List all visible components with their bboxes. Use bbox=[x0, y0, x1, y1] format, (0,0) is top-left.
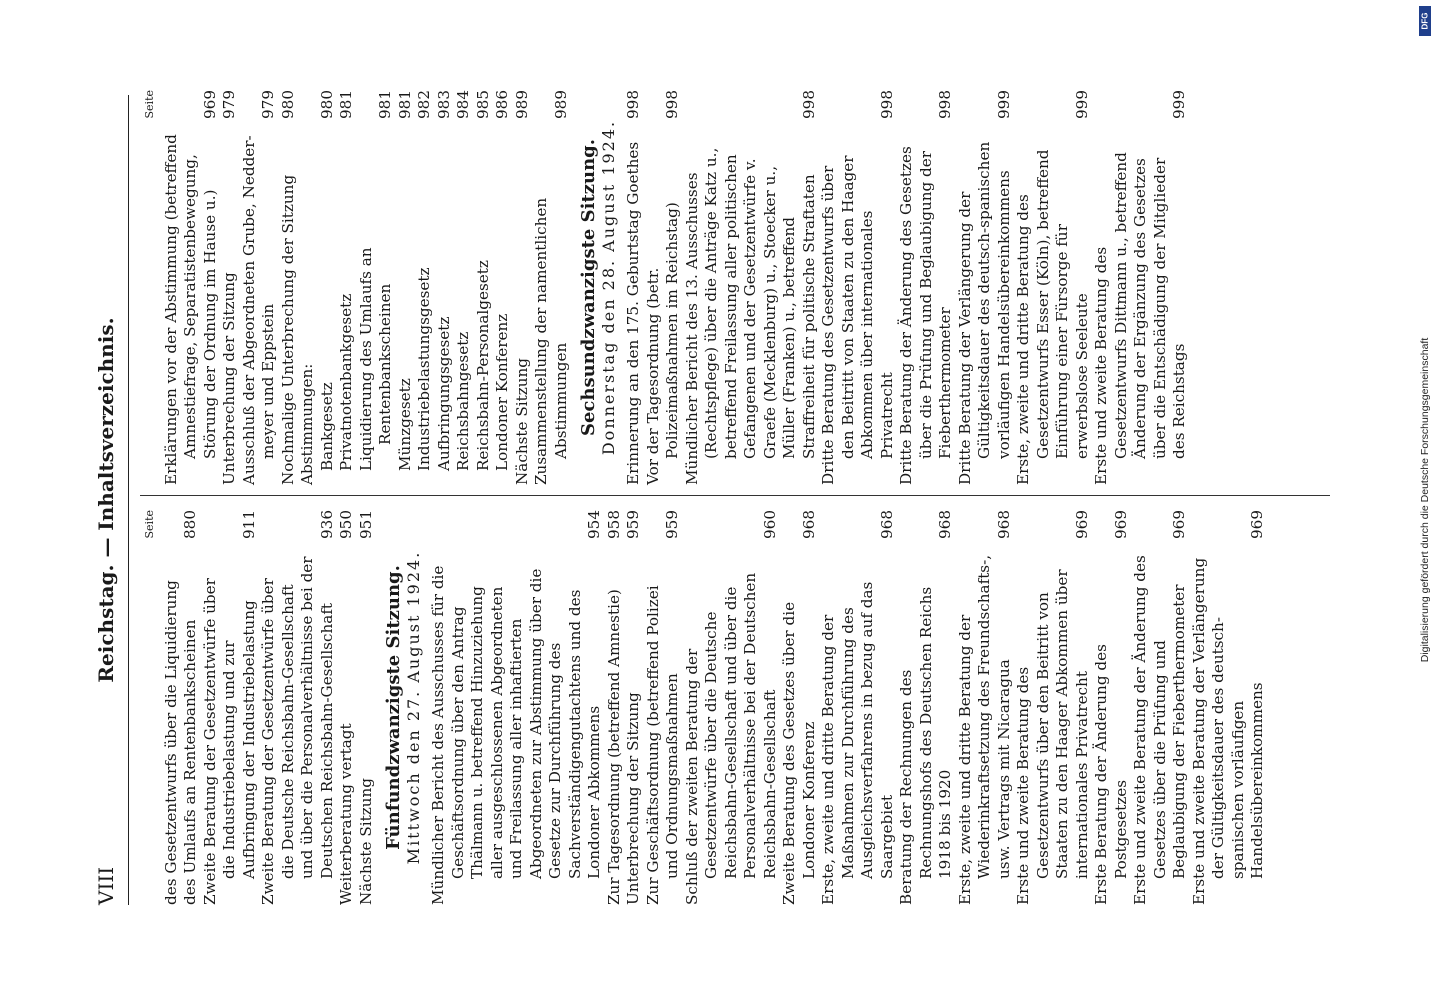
toc-entry bbox=[819, 90, 897, 485]
toc-page-number: 969 bbox=[1170, 510, 1188, 539]
column-divider bbox=[140, 495, 1330, 496]
toc-entry-text: Schluß der zweiten Beratung der Gesetzentwürfe über die Deutsche Reichsbahn-Gesellschaft und über die Personalverhältnisse bei der Deutschen Reichsbahn-Gesellschaft bbox=[682, 572, 779, 905]
toc-entry bbox=[474, 90, 494, 485]
toc-page-number: 985 bbox=[473, 90, 492, 119]
toc-entry-text: Aufbringungsgesetz bbox=[434, 316, 453, 471]
toc-entry-text: Liquidierung des Umlaufs an Rentenbankscheinen bbox=[356, 247, 394, 471]
toc-entry bbox=[956, 90, 1015, 485]
toc-entry bbox=[780, 510, 819, 905]
toc-page-number: 981 bbox=[395, 90, 414, 119]
toc-page-number: 968 bbox=[936, 510, 954, 539]
toc-page-number: 968 bbox=[994, 510, 1013, 539]
toc-entry bbox=[1014, 510, 1092, 905]
toc-entry bbox=[220, 90, 240, 485]
toc-entry bbox=[357, 90, 396, 485]
toc-entry bbox=[201, 510, 260, 905]
toc-page-number: 999 bbox=[994, 90, 1013, 119]
toc-entry bbox=[435, 90, 455, 485]
toc-entry-text: Erste und zweite Beratung des Gesetzentwurfs über den Beitritt von Staaten zu den Haager Abkommen über internationales Privatrecht bbox=[1014, 569, 1091, 905]
toc-entry-text: Ausschluß der Abgeordneten Grube, Nedder-meyer und Eppstein bbox=[239, 135, 277, 485]
toc-entry bbox=[454, 90, 474, 485]
toc-page-number: 986 bbox=[493, 90, 511, 119]
toc-page-number: 979 bbox=[220, 90, 238, 119]
page-number: VIII bbox=[94, 866, 118, 905]
toc-entry-text: Dritte Beratung des Gesetzentwurfs über den Beitritt von Staaten zu den Haager Abkommen über internationales Privatrecht bbox=[819, 155, 896, 485]
toc-entry bbox=[605, 510, 625, 905]
right-column bbox=[140, 90, 1190, 485]
toc-entry-text: Mündlicher Bericht des 13. Ausschusses (Rechtspflege) über die Anträge Katz u., betreffend Freilassung aller politischen Gefangenen und der Gesetzentwürfe v. Graefe (Mecklenburg) u., Stoecker u., Müller (Franken) u., betreffend Straffreiheit für politische Straftaten bbox=[682, 147, 818, 485]
toc-entry bbox=[624, 90, 644, 485]
session-date: Donnerstag den 28. August 1924. bbox=[598, 119, 618, 456]
toc-entry-text: Dritte Beratung der Änderung des Gesetzes über die Prüfung und Beglaubigung der Fieberthermometer bbox=[897, 146, 954, 485]
toc-entry-text: Erste und zweite Beratung der Änderung des Gesetzes über die Prüfung und Beglaubigung der Fieberthermometer bbox=[1131, 555, 1188, 905]
toc-page-number: 969 bbox=[1248, 510, 1266, 539]
toc-entry-text: Unterbrechung der Sitzung bbox=[624, 692, 642, 905]
toc-entry bbox=[1190, 510, 1268, 905]
dfg-logo: DFG bbox=[1419, 6, 1431, 36]
left-column bbox=[140, 510, 1268, 905]
toc-entry bbox=[493, 90, 513, 485]
toc-entry bbox=[1131, 510, 1190, 905]
toc-entry-text: Nochmalige Unterbrechung der Sitzung bbox=[278, 174, 297, 485]
toc-page-number: 989 bbox=[551, 90, 570, 119]
seite-label: Seite bbox=[143, 90, 156, 119]
toc-page-number: 982 bbox=[415, 90, 433, 119]
toc-entry bbox=[532, 90, 571, 485]
toc-page-number: 968 bbox=[799, 510, 818, 539]
toc-entry bbox=[279, 90, 299, 485]
toc-entry bbox=[624, 510, 644, 905]
toc-entry bbox=[357, 510, 377, 905]
toc-entry bbox=[298, 90, 318, 485]
session-date: Mittwoch den 27. August 1924. bbox=[403, 550, 423, 865]
toc-entry bbox=[337, 510, 357, 905]
toc-entry-text: Erste, zweite und dritte Beratung der Wiederinkraftsetzung des Freundschafts-, usw. Vertrags mit Nicaragua bbox=[955, 554, 1013, 905]
toc-page-number: 969 bbox=[200, 90, 219, 119]
session-heading: Fünfundzwanzigste Sitzung. bbox=[383, 565, 404, 850]
toc-entry bbox=[240, 90, 279, 485]
toc-entry-text: Zweite Beratung der Gesetzentwürfe über die Industriebelastung und zur Aufbringung der Industriebelastung bbox=[200, 578, 258, 905]
session-heading: Sechsundzwanzigste Sitzung. bbox=[578, 138, 599, 437]
seite-label: Seite bbox=[143, 510, 156, 539]
toc-entry-text: Zur Tagesordnung (betreffend Amnestie) bbox=[604, 589, 623, 905]
toc-page-number: 979 bbox=[259, 90, 277, 119]
toc-entry-text: Weiterberatung vertagt bbox=[337, 723, 355, 905]
toc-entry-text: Nächste Sitzung bbox=[512, 358, 531, 485]
toc-page-number: 959 bbox=[663, 510, 681, 539]
toc-entry-text: Reichsbahngesetz bbox=[454, 331, 472, 471]
toc-page-number: 980 bbox=[317, 90, 336, 119]
toc-page-number: 911 bbox=[239, 510, 258, 539]
toc-entry-text: Erste Beratung der Änderung des Postgesetzes bbox=[1092, 644, 1130, 905]
toc-entry bbox=[683, 510, 781, 905]
toc-entry bbox=[819, 510, 897, 905]
toc-entry-text: Industriebelastungsgesetz bbox=[415, 267, 433, 471]
toc-entry bbox=[897, 510, 956, 905]
toc-entry-text: Vor der Tagesordnung (betr. Polizeimaßnahmen im Reichstag) bbox=[643, 202, 681, 485]
toc-page-number: 968 bbox=[877, 510, 896, 539]
toc-entry bbox=[644, 510, 683, 905]
toc-entry-text: Londoner Konferenz bbox=[493, 313, 511, 471]
toc-entry-text: Bankgesetz bbox=[317, 382, 336, 471]
toc-entry-text: Erste und zweite Beratung der Verlängerung der Gültigkeitsdauer des deutsch-spanischen vorläufigen Handelsübereinkommens bbox=[1189, 557, 1266, 905]
toc-page-number: 951 bbox=[356, 510, 375, 539]
toc-entry-text: Erklärungen vor der Abstimmung (betreffend Amnestiefrage, Separatistenbewegung, Störung der Ordnung im Hause u.) bbox=[161, 134, 219, 485]
toc-page-number: 983 bbox=[434, 90, 453, 119]
toc-page-number: 960 bbox=[760, 510, 779, 539]
toc-entry-text: Zweite Beratung der Gesetzentwürfe über die Deutsche Reichsbahn-Gesellschaft und über die Personalverhältnisse bei der Deutschen Reichsbahn-Gesellschaft bbox=[259, 556, 336, 905]
toc-page-number: 980 bbox=[278, 90, 297, 119]
toc-entry bbox=[956, 510, 1015, 905]
toc-entry bbox=[1092, 90, 1190, 485]
toc-entry bbox=[1092, 510, 1131, 905]
page-header bbox=[86, 95, 126, 905]
toc-entry-text: Unterbrechung der Sitzung bbox=[220, 272, 238, 485]
toc-entry-text: Zweite Beratung des Gesetzes über die Londoner Konferenz bbox=[780, 601, 818, 905]
toc-page-number: 954 bbox=[585, 510, 603, 539]
toc-entry-text: Münzgesetz bbox=[395, 378, 414, 471]
toc-page-number: 969 bbox=[1072, 510, 1091, 539]
toc-page-number: 981 bbox=[376, 90, 394, 119]
credit-text: Digitalisierung gefördert durch die Deutsche Forschungsgemeinschaft bbox=[1419, 337, 1431, 663]
toc-entry-text: Zusammenstellung der namentlichen Abstimmungen bbox=[532, 197, 570, 485]
toc-entry-text: Erste und zweite Beratung des Gesetzentwurfs Dittmann u., betreffend Änderung der Ergänzung des Gesetzes über die Entschädigung der Mitglieder des Reichstags bbox=[1092, 152, 1188, 485]
toc-entry-text: Erinnerung an den 175. Geburtstag Goethes bbox=[624, 141, 642, 485]
toc-page-number: 998 bbox=[877, 90, 896, 119]
toc-entry bbox=[415, 90, 435, 485]
toc-entry-text: Erste, zweite und dritte Beratung des Gesetzentwurfs Esser (Köln), betreffend Einführung einer Fürsorge für erwerbslose Seeleute bbox=[1014, 149, 1091, 485]
toc-page-number: 999 bbox=[1170, 90, 1188, 119]
toc-page-number: 936 bbox=[317, 510, 336, 539]
toc-entry-text: Reichsbahn-Personalgesetz bbox=[473, 260, 492, 471]
toc-entry-text: Nächste Sitzung bbox=[356, 778, 375, 905]
toc-page-number: 958 bbox=[604, 510, 623, 539]
toc-page-number: 999 bbox=[1072, 90, 1091, 119]
toc-entry-text: des Gesetzentwurfs über die Liquidierung des Umlaufs an Rentenbankscheinen bbox=[161, 580, 199, 905]
toc-entry bbox=[318, 90, 338, 485]
toc-page-number: 989 bbox=[512, 90, 531, 119]
toc-page-number: 998 bbox=[799, 90, 818, 119]
toc-entry-text: Abstimmungen: bbox=[298, 363, 316, 485]
toc-entry bbox=[644, 90, 683, 485]
toc-page-number: 880 bbox=[181, 510, 199, 539]
toc-entry-text: Privatnotenbankgesetz bbox=[337, 293, 355, 471]
toc-page-number: 950 bbox=[337, 510, 355, 539]
toc-entry bbox=[337, 90, 357, 485]
toc-entry bbox=[1014, 90, 1092, 485]
toc-entry bbox=[683, 90, 820, 485]
toc-entry bbox=[162, 90, 221, 485]
toc-entry-text: Beratung der Rechnungen des Rechnungshofs des Deutschen Reichs 1918 bis 1920 bbox=[897, 586, 954, 905]
toc-entry bbox=[513, 90, 533, 485]
page-title: Reichstag. — Inhaltsverzeichnis. bbox=[94, 317, 118, 683]
digitization-credit bbox=[1416, 0, 1434, 1000]
toc-page-number: 998 bbox=[936, 90, 954, 119]
toc-entry-text: Mündlicher Bericht des Ausschusses für die Geschäftsordnung über den Antrag Thälmann u. betreffend Hinzuziehung aller ausgeschlossenen Abgeordneten und Freilassung aller inhaftierten Abgeordneten zur Abstimmung über die Gesetze zur Durchführung des Sachverständigengutachtens und des Londoner Abkommens bbox=[429, 565, 603, 905]
toc-entry-text: Erste, zweite und dritte Beratung der Maßnahmen zur Durchführung des Ausgleichsverfahrens in bezug auf das Saargebiet bbox=[819, 581, 896, 905]
toc-entry bbox=[897, 90, 956, 485]
toc-page-number: 969 bbox=[1111, 510, 1130, 539]
toc-entry bbox=[259, 510, 337, 905]
toc-entry bbox=[162, 510, 201, 905]
toc-entry bbox=[429, 510, 605, 905]
toc-entry-text: Zur Geschäftsordnung (betreffend Polizei und Ordnungsmaßnahmen bbox=[643, 585, 681, 905]
toc-page-number: 959 bbox=[624, 510, 642, 539]
toc-entry bbox=[396, 90, 416, 485]
toc-page-number: 998 bbox=[663, 90, 681, 119]
toc-page-number: 981 bbox=[337, 90, 355, 119]
toc-page-number: 984 bbox=[454, 90, 472, 119]
header-rule bbox=[128, 95, 129, 905]
toc-page-number: 998 bbox=[624, 90, 642, 119]
toc-entry-text: Dritte Beratung der Verlängerung der Gültigkeitsdauer des deutsch-spanischen vorläufigen Handelsübereinkommens bbox=[955, 141, 1013, 485]
